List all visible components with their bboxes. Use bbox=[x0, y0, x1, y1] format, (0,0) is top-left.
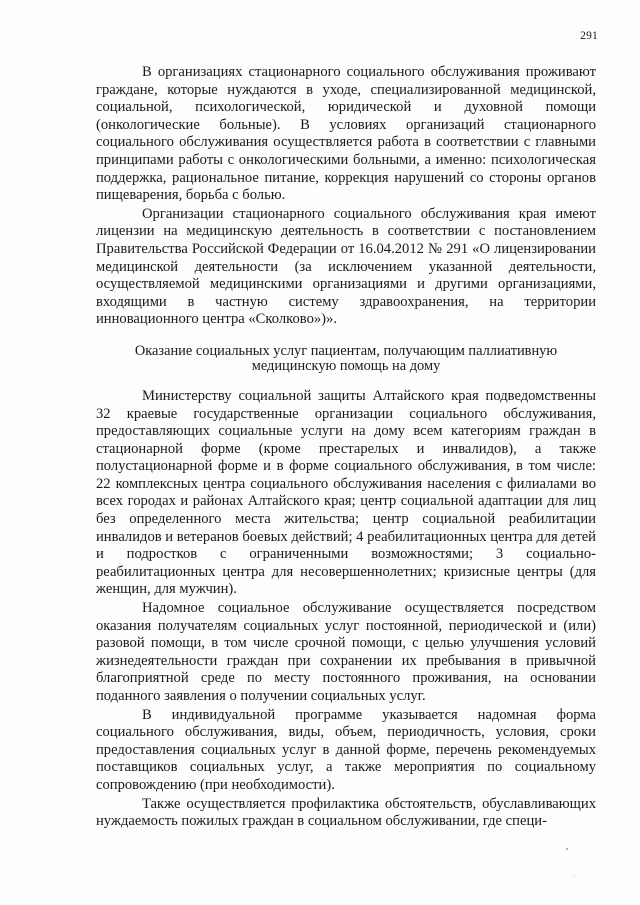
scan-speck bbox=[574, 876, 575, 877]
paragraph: Организации стационарного социального обслуживания края имеют лицензии на медицинскую деятельность в соответствии с постановлением Правительства Российской Федерации от 16.04.2012 № 291 «О лицензировании медицинской деятельности (за исключением указанной деятельности, осуществляемой медицинскими организациями и другими организациями, входящими в частную систему здравоохранения, на территории инновационного центра «Сколково»)». bbox=[96, 205, 596, 328]
paragraph: В индивидуальной программе указывается надомная форма социального обслуживания, виды, объем, периодичность, условия, сроки предоставления социальных услуг в данной форме, перечень рекомендуемых поставщиков социальных услуг, а также мероприятия по социальному сопровождению (при необходимости). bbox=[96, 706, 596, 793]
page-number: 291 bbox=[580, 30, 598, 42]
paragraph: В организациях стационарного социального обслуживания проживают граждане, которые нуждаются в уходе, специализированной медицинской, социальной, психологической, юридической и духовной помощи (онкологические больные). В условиях организаций стационарного социального обслуживания осуществляется работа в соответствии с главными принципами работы с онкологическими больными, а именно: психологическая поддержка, рациональное питание, коррекция нарушений со стороны органов пищеварения, борьба с болью. bbox=[96, 64, 596, 204]
section-heading: Оказание социальных услуг пациентам, получающим паллиативную медицинскую помощь на дому bbox=[134, 342, 558, 374]
paragraph: Министерству социальной защиты Алтайского края подведомственны 32 краевые государственные организации социального обслуживания, предоставляющих социальные услуги на дому всем категориям граждан в стационарной форме (кроме престарелых и инвалидов), а также полустационарной форме и в форме социального обслуживания, в том числе: 22 комплексных центра социального обслуживания населения с филиалами во всех городах и районах Алтайского края; центр социальной адаптации для лиц без определенного места жительства; центр социальной реабилитации инвалидов и ветеранов боевых действий; 4 реабилитационных центра для детей и подростков с ограниченными возможностями; 3 социально-реабилитационных центра для несовершеннолетних; кризисные центры (для женщин, для мужчин). bbox=[96, 387, 596, 598]
paragraph: Надомное социальное обслуживание осуществляется посредством оказания получателям социальных услуг постоянной, периодической и (или) разовой помощи, в том числе срочной помощи, с целью улучшения условий жизнедеятельности граждан при сохранении их пребывания в привычной благоприятной среде по месту постоянного проживания, на основании поданного заявления о получении социальных услуг. bbox=[96, 600, 596, 704]
page-content bbox=[96, 64, 596, 831]
scan-speck bbox=[566, 848, 568, 850]
paragraph: Также осуществляется профилактика обстоятельств, обуславливающих нуждаемость пожилых граждан в социальном обслуживании, где специ- bbox=[96, 795, 596, 830]
